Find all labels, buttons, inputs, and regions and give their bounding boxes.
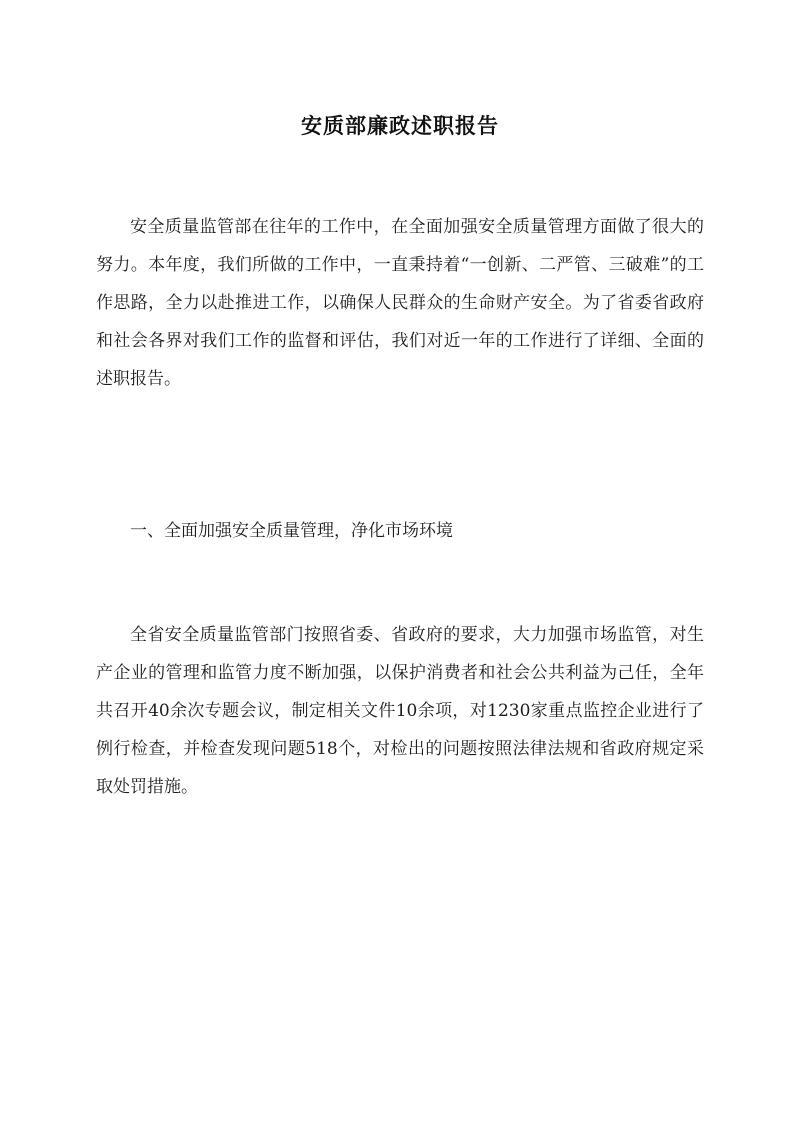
section-heading: 一、全面加强安全质量管理，净化市场环境 xyxy=(130,521,453,541)
document-title: 安质部廉政述职报告 xyxy=(301,113,499,139)
intro-paragraph: 安全质量监管部在往年的工作中，在全面加强安全质量管理方面做了很大的努力。本年度，我们所做的工作中，一直秉持着“一创新、二严管、三破难”的工作思路，全力以赴推进工作，以确保人民群众的生命财产安全。为了省委省政府和社会各界对我们工作的监督和评估，我们对近一年的工作进行了详细、全面的述职报告。 xyxy=(96,217,704,389)
section-body-paragraph: 全省安全质量监管部门按照省委、省政府的要求，大力加强市场监管，对生产企业的管理和监管力度不断加强，以保护消费者和社会公共利益为己任，全年共召开40余次专题会议，制定相关文件10余项，对1230家重点监控企业进行了例行检查，并检查发现问题518个，对检出的问题按照法律法规和省政府规定采取处罚措施。 xyxy=(96,625,704,797)
